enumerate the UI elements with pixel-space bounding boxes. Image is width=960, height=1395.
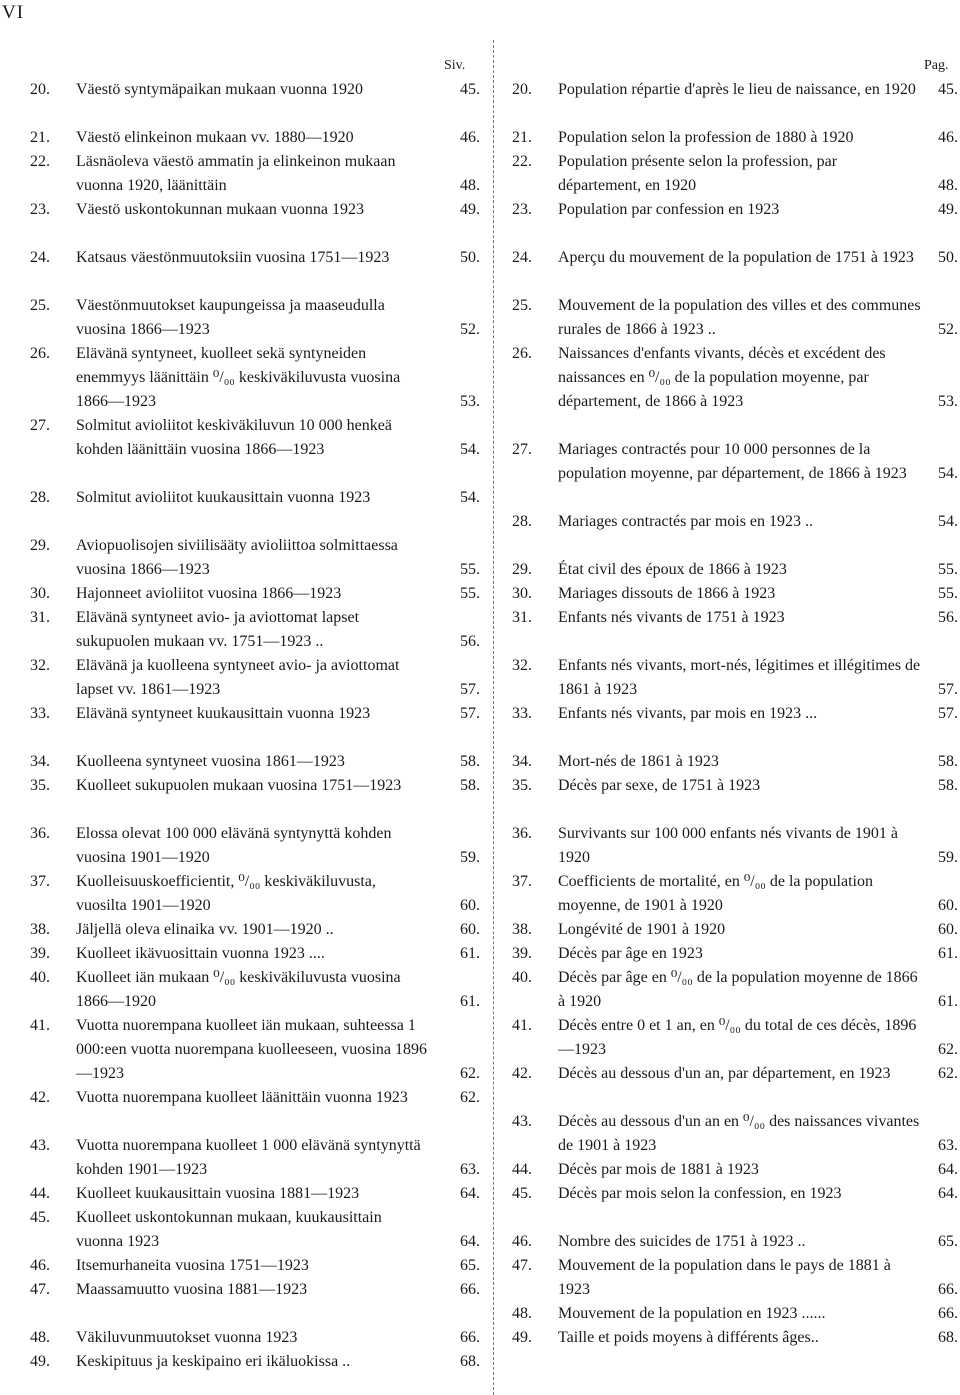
- toc-entry-title: Décès au dessous d'un an en ⁰/₀₀ des naissances vivantes de 1901 à 1923: [558, 1113, 920, 1154]
- toc-entry-number: 43.: [512, 1113, 532, 1130]
- toc-entry-title: Population répartie d'après le lieu de naissance, en 1920: [558, 81, 916, 98]
- toc-entry-number: 38.: [30, 921, 50, 938]
- toc-entry-title: Décès par âge en 1923: [558, 945, 703, 962]
- toc-entry-number: 34.: [512, 753, 532, 770]
- toc-entry-page: 53.: [460, 393, 480, 410]
- toc-entry-title: Maassamuutto vuosina 1881—1923: [76, 1281, 308, 1298]
- toc-entry-page: 61.: [460, 945, 480, 962]
- toc-entry-title: Décès par mois de 1881 à 1923: [558, 1161, 759, 1178]
- toc-entry-number: 33.: [30, 705, 50, 722]
- toc-entry-page: 45.: [938, 81, 958, 98]
- toc-entry-number: 23.: [512, 201, 532, 218]
- toc-entry-number: 27.: [30, 417, 50, 434]
- toc-entry-title: Kuolleet iän mukaan ⁰/₀₀ keskiväkiluvusta vuosina 1866—1920: [76, 969, 401, 1010]
- toc-entry-title: Mouvement de la population dans le pays de 1881 à 1923: [558, 1257, 891, 1298]
- toc-entry-number: 41.: [512, 1017, 532, 1034]
- toc-entry-number: 28.: [30, 489, 50, 506]
- toc-entry-page: 57.: [460, 681, 480, 698]
- toc-entry-page: 66.: [938, 1281, 958, 1298]
- toc-entry-title: Solmitut avioliitot kuukausittain vuonna 1923: [76, 489, 371, 506]
- toc-entry-page: 58.: [460, 777, 480, 794]
- toc-entry-number: 35.: [512, 777, 532, 794]
- toc-entry-page: 54.: [460, 489, 480, 506]
- toc-entry-page: 54.: [938, 513, 958, 530]
- toc-entry-title: Décès par âge en ⁰/₀₀ de la population moyenne de 1866 à 1920: [558, 969, 918, 1010]
- toc-entry-number: 20.: [30, 81, 50, 98]
- toc-entry-page: 56.: [460, 633, 480, 650]
- toc-entry-page: 64.: [938, 1161, 958, 1178]
- toc-entry-number: 49.: [512, 1329, 532, 1346]
- toc-entry-page: 62.: [460, 1065, 480, 1082]
- toc-entry-number: 45.: [30, 1209, 50, 1226]
- toc-entry-title: Elävänä ja kuolleena syntyneet avio- ja aviottomat lapset vv. 1861—1923: [76, 657, 400, 698]
- toc-entry-page: 66.: [938, 1305, 958, 1322]
- toc-entry-page: 64.: [460, 1233, 480, 1250]
- toc-entry-number: 29.: [512, 561, 532, 578]
- toc-entry-number: 47.: [512, 1257, 532, 1274]
- toc-entry-title: Enfants nés vivants, mort-nés, légitimes et illégitimes de 1861 à 1923: [558, 657, 921, 698]
- toc-entry-number: 41.: [30, 1017, 50, 1034]
- toc-entry-number: 35.: [30, 777, 50, 794]
- toc-entry-number: 37.: [30, 873, 50, 890]
- toc-entry-page: 68.: [460, 1353, 480, 1370]
- toc-entry-number: 24.: [512, 249, 532, 266]
- toc-entry-number: 40.: [30, 969, 50, 986]
- toc-entry-title: Kuolleet ikävuosittain vuonna 1923 ....: [76, 945, 325, 962]
- toc-entry-title: Vuotta nuorempana kuolleet läänittäin vuonna 1923: [76, 1089, 408, 1106]
- toc-entry-page: 57.: [938, 705, 958, 722]
- toc-entry-title: Väestö syntymäpaikan mukaan vuonna 1920: [76, 81, 364, 98]
- toc-entry-page: 64.: [460, 1185, 480, 1202]
- toc-entry-number: 38.: [512, 921, 532, 938]
- toc-entry-page: 55.: [938, 585, 958, 602]
- toc-entry-title: Décès par mois selon la confession, en 1923: [558, 1185, 842, 1202]
- toc-entry-title: Survivants sur 100 000 enfants nés vivants de 1901 à 1920: [558, 825, 898, 866]
- toc-entry-title: Enfants nés vivants, par mois en 1923 ...: [558, 705, 818, 722]
- toc-entry-page: 65.: [938, 1233, 958, 1250]
- toc-entry-title: Aviopuolisojen siviilisääty avioliittoa solmittaessa vuosina 1866—1923: [76, 537, 398, 578]
- toc-entry-number: 20.: [512, 81, 532, 98]
- toc-entry-number: 21.: [512, 129, 532, 146]
- toc-entry-title: Mouvement de la population des villes et des communes rurales de 1866 à 1923 ..: [558, 297, 921, 338]
- toc-entry-number: 39.: [512, 945, 532, 962]
- toc-entry-number: 39.: [30, 945, 50, 962]
- toc-entry-page: 50.: [460, 249, 480, 266]
- toc-entry-page: 61.: [938, 945, 958, 962]
- toc-entry-page: 60.: [460, 921, 480, 938]
- toc-entry-page: 59.: [938, 849, 958, 866]
- toc-entry-page: 45.: [460, 81, 480, 98]
- toc-entry-page: 55.: [460, 585, 480, 602]
- toc-entry-page: 52.: [938, 321, 958, 338]
- toc-entry-number: 31.: [512, 609, 532, 626]
- toc-entry-title: Aperçu du mouvement de la population de 1751 à 1923: [558, 249, 914, 266]
- toc-entry-number: 45.: [512, 1185, 532, 1202]
- toc-entry-number: 44.: [30, 1185, 50, 1202]
- toc-entry-page: 60.: [460, 897, 480, 914]
- toc-entry-title: Naissances d'enfants vivants, décès et excédent des naissances en ⁰/₀₀ de la population moyenne, par département, de 1866 à 1923: [558, 345, 886, 410]
- toc-entry-number: 27.: [512, 441, 532, 458]
- toc-entry-title: Läsnäoleva väestö ammatin ja elinkeinon mukaan vuonna 1920, läänittäin: [76, 153, 396, 194]
- toc-entry-page: 50.: [938, 249, 958, 266]
- toc-entry-title: Kuolleisuuskoefficientit, ⁰/₀₀ keskiväkiluvusta, vuosilta 1901—1920: [76, 873, 376, 914]
- toc-entry-title: Décès par sexe, de 1751 à 1923: [558, 777, 761, 794]
- toc-entry-page: 60.: [938, 921, 958, 938]
- toc-entry-page: 46.: [938, 129, 958, 146]
- toc-entry-title: Mort-nés de 1861 à 1923: [558, 753, 719, 770]
- toc-entry-title: Nombre des suicides de 1751 à 1923 ..: [558, 1233, 806, 1250]
- toc-entry-number: 37.: [512, 873, 532, 890]
- toc-entry-number: 22.: [30, 153, 50, 170]
- toc-entry-page: 57.: [460, 705, 480, 722]
- toc-entry-title: Mariages contractés par mois en 1923 ..: [558, 513, 814, 530]
- toc-entry-page: 63.: [938, 1137, 958, 1154]
- toc-entry-page: 54.: [460, 441, 480, 458]
- toc-entry-number: 32.: [30, 657, 50, 674]
- toc-entry-number: 30.: [30, 585, 50, 602]
- toc-entry-title: Mouvement de la population en 1923 ......: [558, 1305, 826, 1322]
- toc-entry-page: 66.: [460, 1281, 480, 1298]
- toc-entry-number: 46.: [30, 1257, 50, 1274]
- toc-entry-page: 48.: [460, 177, 480, 194]
- toc-entry-number: 36.: [512, 825, 532, 842]
- toc-entry-page: 52.: [460, 321, 480, 338]
- toc-entry-title: Mariages contractés pour 10 000 personnes de la population moyenne, par département, de 1866 à 1923: [558, 441, 907, 482]
- toc-entry-title: Väestönmuutokset kaupungeissa ja maaseudulla vuosina 1866—1923: [76, 297, 385, 338]
- toc-entry-title: Väestö elinkeinon mukaan vv. 1880—1920: [76, 129, 354, 146]
- toc-entry-title: Elävänä syntyneet kuukausittain vuonna 1923: [76, 705, 371, 722]
- toc-entry-number: 36.: [30, 825, 50, 842]
- toc-entry-page: 56.: [938, 609, 958, 626]
- toc-entry-number: 25.: [30, 297, 50, 314]
- toc-entry-number: 48.: [30, 1329, 50, 1346]
- toc-entry-title: État civil des époux de 1866 à 1923: [558, 561, 787, 578]
- toc-entry-number: 40.: [512, 969, 532, 986]
- toc-entry-number: 26.: [30, 345, 50, 362]
- toc-entry-page: 55.: [460, 561, 480, 578]
- toc-entry-number: 21.: [30, 129, 50, 146]
- column-divider: [493, 40, 494, 1395]
- finnish-page-column-label: Siv.: [444, 58, 466, 73]
- toc-entry-number: 29.: [30, 537, 50, 554]
- toc-entry-number: 43.: [30, 1137, 50, 1154]
- toc-entry-number: 31.: [30, 609, 50, 626]
- toc-entry-title: Décès entre 0 et 1 an, en ⁰/₀₀ du total de ces décès, 1896—1923: [558, 1017, 917, 1058]
- toc-entry-page: 62.: [938, 1065, 958, 1082]
- toc-entry-page: 53.: [938, 393, 958, 410]
- toc-entry-page: 61.: [460, 993, 480, 1010]
- toc-entry-number: 25.: [512, 297, 532, 314]
- toc-entry-title: Elävänä syntyneet avio- ja aviottomat lapset sukupuolen mukaan vv. 1751—1923 ..: [76, 609, 360, 650]
- toc-entry-title: Kuolleena syntyneet vuosina 1861—1923: [76, 753, 345, 770]
- toc-entry-title: Coefficients de mortalité, en ⁰/₀₀ de la population moyenne, de 1901 à 1920: [558, 873, 873, 914]
- toc-entry-number: 24.: [30, 249, 50, 266]
- toc-entry-title: Longévité de 1901 à 1920: [558, 921, 726, 938]
- toc-entry-title: Enfants nés vivants de 1751 à 1923: [558, 609, 785, 626]
- toc-entry-title: Solmitut avioliitot keskiväkiluvun 10 000 henkeä kohden läänittäin vuosina 1866—1923: [76, 417, 392, 458]
- toc-entry-title: Décès au dessous d'un an, par département, en 1923: [558, 1065, 891, 1082]
- toc-entry-number: 30.: [512, 585, 532, 602]
- toc-entry-number: 47.: [30, 1281, 50, 1298]
- toc-entry-title: Population présente selon la profession, par département, en 1920: [558, 153, 838, 194]
- toc-entry-number: 44.: [512, 1161, 532, 1178]
- toc-entry-page: 55.: [938, 561, 958, 578]
- toc-entry-title: Elossa olevat 100 000 elävänä syntynyttä kohden vuosina 1901—1920: [76, 825, 392, 866]
- toc-entry-number: 34.: [30, 753, 50, 770]
- toc-entry-title: Jäljellä oleva elinaika vv. 1901—1920 ..: [76, 921, 334, 938]
- toc-entry-number: 42.: [512, 1065, 532, 1082]
- toc-entry-number: 22.: [512, 153, 532, 170]
- toc-entry-number: 23.: [30, 201, 50, 218]
- page-header: [0, 0, 960, 73]
- toc-entry-number: 32.: [512, 657, 532, 674]
- toc-entry-page: 64.: [938, 1185, 958, 1202]
- toc-entry-title: Keskipituus ja keskipaino eri ikäluokissa ..: [76, 1353, 351, 1370]
- toc-entry-page: 58.: [460, 753, 480, 770]
- toc-entry-page: 62.: [938, 1041, 958, 1058]
- toc-entry-page: 68.: [938, 1329, 958, 1346]
- toc-entry-number: 26.: [512, 345, 532, 362]
- toc-entry-page: 66.: [460, 1329, 480, 1346]
- toc-entry-title: Mariages dissouts de 1866 à 1923: [558, 585, 776, 602]
- french-page-column-label: Pag.: [924, 58, 949, 73]
- toc-entry-number: 42.: [30, 1089, 50, 1106]
- toc-entry-page: 60.: [938, 897, 958, 914]
- toc-entry-title: Kuolleet kuukausittain vuosina 1881—1923: [76, 1185, 360, 1202]
- toc-entry-page: 58.: [938, 753, 958, 770]
- toc-entry-title: Väkiluvunmuutokset vuonna 1923: [76, 1329, 298, 1346]
- toc-entry-title: Väestö uskontokunnan mukaan vuonna 1923: [76, 201, 364, 218]
- toc-entry-title: Vuotta nuorempana kuolleet iän mukaan, suhteessa 1 000:een vuotta nuorempana kuolleeseen, vuosina 1896—1923: [76, 1017, 428, 1082]
- toc-entry-title: Population par confession en 1923: [558, 201, 780, 218]
- toc-entry-title: Population selon la profession de 1880 à 1920: [558, 129, 854, 146]
- page-number: VI: [2, 2, 25, 23]
- toc-entry-number: 49.: [30, 1353, 50, 1370]
- toc-entry-number: 28.: [512, 513, 532, 530]
- toc-entry-page: 54.: [938, 465, 958, 482]
- toc-entry-page: 48.: [938, 177, 958, 194]
- toc-entry-number: 48.: [512, 1305, 532, 1322]
- toc-entry-page: 63.: [460, 1161, 480, 1178]
- toc-entry-title: Elävänä syntyneet, kuolleet sekä syntyneiden enemmyys läänittäin ⁰/₀₀ keskiväkiluvusta vuosina 1866—1923: [76, 345, 401, 410]
- toc-entry-title: Kuolleet uskontokunnan mukaan, kuukausittain vuonna 1923: [76, 1209, 382, 1250]
- toc-entry-page: 49.: [938, 201, 958, 218]
- toc-entry-page: 62.: [460, 1089, 480, 1106]
- toc-entry-title: Hajonneet avioliitot vuosina 1866—1923: [76, 585, 342, 602]
- toc-entry-page: 46.: [460, 129, 480, 146]
- toc-entry-title: Katsaus väestönmuutoksiin vuosina 1751—1923: [76, 249, 390, 266]
- toc-entry-title: Vuotta nuorempana kuolleet 1 000 elävänä syntynyttä kohden 1901—1923: [76, 1137, 421, 1178]
- toc-entry-page: 58.: [938, 777, 958, 794]
- toc-entry-number: 46.: [512, 1233, 532, 1250]
- toc-entry-title: Kuolleet sukupuolen mukaan vuosina 1751—1923: [76, 777, 402, 794]
- toc-entry-page: 65.: [460, 1257, 480, 1274]
- toc-entry-page: 59.: [460, 849, 480, 866]
- toc-entry-title: Itsemurhaneita vuosina 1751—1923: [76, 1257, 309, 1274]
- toc-entry-number: 33.: [512, 705, 532, 722]
- toc-entry-page: 57.: [938, 681, 958, 698]
- toc-entry-page: 61.: [938, 993, 958, 1010]
- toc-entry-title: Taille et poids moyens à différents âges..: [558, 1329, 819, 1346]
- toc-entry-page: 49.: [460, 201, 480, 218]
